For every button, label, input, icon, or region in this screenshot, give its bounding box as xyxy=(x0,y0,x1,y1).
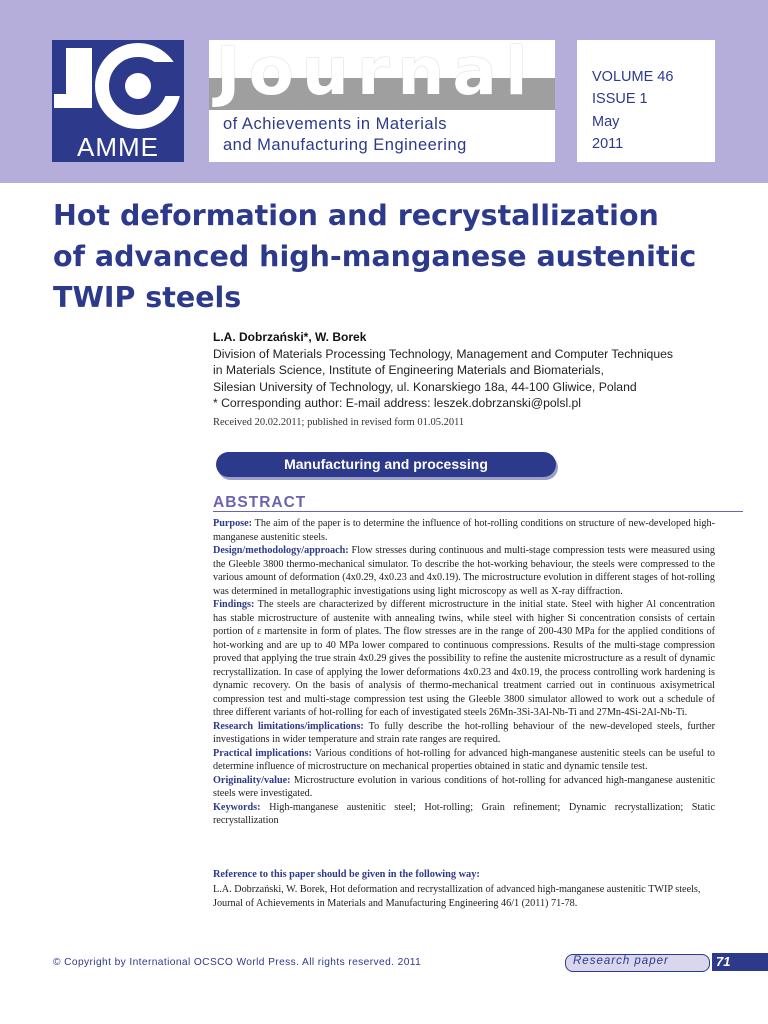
abstract-text: The aim of the paper is to determine the influence of hot-rolling conditions on structure of new-developed high-manganese austenitic steels. xyxy=(213,518,715,543)
abstract-label: Findings: xyxy=(213,599,255,610)
volume-label: VOLUME 46 xyxy=(592,69,674,85)
abstract-practical xyxy=(213,747,715,774)
abstract-label: Practical implications: xyxy=(213,747,312,759)
abstract-label: Research limitations/implications: xyxy=(213,720,364,732)
year-label: 2011 xyxy=(592,136,624,152)
abstract-keywords xyxy=(213,801,715,828)
abstract-text: Flow stresses during continuous and multi-stage compression tests were measured using the Gleeble 3800 thermo-mechanical simulator. To describe the hot-working behaviour, the steels were compressed to the various amount of deformation (4x0.29, 4x0.23 and 4x0.19). The microstructure evolution in different stages of hot-rolling was determined in metallographic investigations using light microscopy as well as X-ray diffraction. xyxy=(213,545,715,597)
affiliation-line: Silesian University of Technology, ul. Konarskiego 18a, 44-100 Gliwice, Poland xyxy=(213,380,637,394)
issue-label: ISSUE 1 xyxy=(592,91,648,107)
received-date: Received 20.02.2011; published in revised form 01.05.2011 xyxy=(213,417,465,428)
journal-subtitle-line1: of Achievements in Materials xyxy=(223,115,448,133)
abstract-limitations xyxy=(213,720,715,747)
abstract-label: Purpose: xyxy=(213,518,253,529)
abstract-label: Originality/value: xyxy=(213,774,291,786)
abstract-text: Microstructure evolution in various conditions of hot-rolling for advanced high-manganese austenitic steels were investigated. xyxy=(213,774,715,799)
journal-subtitle-line2: and Manufacturing Engineering xyxy=(223,136,467,154)
article-title xyxy=(53,195,743,318)
authors: L.A. Dobrzański*, W. Borek xyxy=(213,330,367,344)
abstract-text: To fully describe the hot-rolling behaviour of the new-developed steels, further investigations in wider temperature and strain rate ranges are required. xyxy=(213,720,715,745)
affiliation-line: in Materials Science, Institute of Engineering Materials and Biomaterials, xyxy=(213,363,604,377)
abstract-label: Keywords: xyxy=(213,801,261,813)
article-title-line3: TWIP steels xyxy=(53,281,242,314)
abstract-design xyxy=(213,544,715,598)
reference-text: L.A. Dobrzański, W. Borek, Hot deformation and recrystallization of advanced high-manganese austenitic TWIP steels, Journal of Achievements in Materials and Manufacturing Engineering 46/1 (2011) 71-78. xyxy=(213,884,701,909)
journal-subtitle xyxy=(223,114,467,156)
abstract-originality xyxy=(213,774,715,801)
corresponding-author: * Corresponding author: E-mail address: leszek.dobrzanski@polsl.pl xyxy=(213,396,582,410)
abstract-body xyxy=(213,517,715,828)
abstract-text: High-manganese austenitic steel; Hot-rolling; Grain refinement; Dynamic recrystallization; Static recrystallization xyxy=(213,801,715,826)
abstract-findings xyxy=(213,598,715,720)
section-label: Manufacturing and processing xyxy=(216,452,556,477)
abstract-label: Design/methodology/approach: xyxy=(213,545,349,556)
paper-type-label: Research paper xyxy=(573,955,669,967)
month-label: May xyxy=(592,114,620,130)
journal-logo xyxy=(52,40,184,162)
reference-label: Reference to this paper should be given in the following way: xyxy=(213,869,480,880)
article-title-line2: of advanced high-manganese austenitic xyxy=(53,240,697,273)
logo-mark-icon xyxy=(52,40,184,132)
abstract-text: Various conditions of hot-rolling for advanced high-manganese austenitic steels can be useful to determine influence of microstructure on mechanical properties obtained in static and dynamic tensile test. xyxy=(213,747,715,772)
abstract-heading: ABSTRACT xyxy=(213,494,307,511)
article-title-line1: Hot deformation and recrystallization xyxy=(53,199,659,232)
affiliation-line: Division of Materials Processing Technology, Management and Computer Techniques xyxy=(213,347,673,361)
journal-title: Journal xyxy=(216,33,536,110)
abstract-text: The steels are characterized by different microstructure in the initial state. Steel with higher Al concentration has stable microstructure of austenite with annealing twins, while steel with higher Si concentration consists of certain portion of ε martensite in form of plates. The flow stresses are in the range of 200-430 MPa for the applied conditions of hot-working and are up to 40 MPa lower compared to continuous compressions. Results of the multi-stage compression proved that applying the true strain 4x0.29 gives the possibility to refine the austenite microstructure as a result of dynamic recrystallization. In case of applying the lower deformations 4x0.23 and 4x0.19, the process controlling work hardening is dynamic recovery. On the basis of analysis of thermo-mechanical treatment carried out in continuous axisymetrical compression test and multi-stage compression test using the Gleeble 3800 simulator allowed to work out a schedule of three different variants of hot-rolling for each of investigated steels 26Mn-3Si-3Al-Nb-Ti and 27Mn-4Si-2Al-Nb-Ti. xyxy=(213,599,715,718)
abstract-divider xyxy=(213,511,743,512)
page-number: 71 xyxy=(716,954,731,969)
logo-text: AMME xyxy=(77,132,159,162)
abstract-purpose xyxy=(213,517,715,544)
copyright-notice: © Copyright by International OCSCO World Press. All rights reserved. 2011 xyxy=(53,957,422,968)
